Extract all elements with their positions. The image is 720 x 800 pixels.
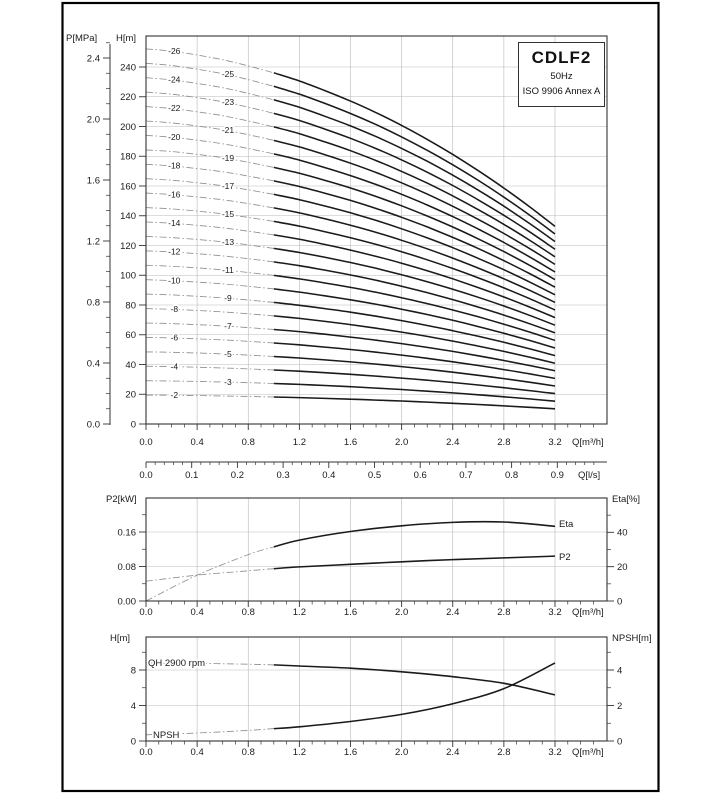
stage-curve-thin-4 xyxy=(146,366,274,370)
stage-curve-2 xyxy=(274,397,555,409)
grid xyxy=(146,637,607,741)
flow-tick-label: 3.2 xyxy=(548,747,562,758)
qh-npsh-chart-frame xyxy=(146,637,607,741)
stage-curve-label-7: -7 xyxy=(224,320,232,331)
lps-tick-label: 0.7 xyxy=(459,470,473,481)
stage-curve-label-19: -19 xyxy=(221,152,235,163)
pressure-tick-label: 0.8 xyxy=(86,297,100,309)
right-tick-label: 0 xyxy=(617,736,623,748)
stage-curve-thin-16 xyxy=(146,193,274,208)
flow-tick-label: 0.4 xyxy=(190,437,204,448)
flow-tick-label: 2.0 xyxy=(395,747,409,758)
test-standard: ISO 9906 Annex A xyxy=(522,86,601,97)
left-axis-title: H[m] xyxy=(110,633,131,644)
stage-curve-label-21: -21 xyxy=(221,124,235,135)
stage-curve-labels xyxy=(168,46,234,400)
flow-tick-label: 1.6 xyxy=(343,747,358,758)
right-tick-label: 4 xyxy=(617,665,623,677)
head-tick-label: 220 xyxy=(120,92,136,104)
flow-tick-label: 1.2 xyxy=(292,747,306,758)
power-efficiency-chart-frame xyxy=(146,498,607,601)
pressure-axis xyxy=(66,33,110,430)
stage-curve-thin-8 xyxy=(146,309,274,316)
flow-axis-title: Q[m³/h] xyxy=(572,747,604,758)
head-tick-label: 40 xyxy=(125,359,136,371)
flow-tick-label: 2.0 xyxy=(395,607,409,618)
lps-axis-title: Q[l/s] xyxy=(578,470,601,481)
stage-curve-thin-17 xyxy=(146,179,274,195)
flow-axis-m3h xyxy=(139,424,603,448)
head-tick-label: 140 xyxy=(120,211,136,223)
stage-curve-thin-6 xyxy=(146,337,274,343)
flow-tick-label: 1.6 xyxy=(343,607,358,618)
pump-model: CDLF2 xyxy=(531,48,592,67)
stage-curve-label-13: -13 xyxy=(221,236,235,247)
title-block xyxy=(518,42,605,107)
left-axis xyxy=(106,494,146,607)
stage-curve-label-20: -20 xyxy=(168,131,181,142)
stage-curve-22 xyxy=(274,127,555,257)
stage-curve-label-17: -17 xyxy=(221,180,235,191)
right-axis-title: NPSH[m] xyxy=(612,633,652,644)
stage-curve-thin-22 xyxy=(146,107,274,127)
stage-curve-label-11: -11 xyxy=(222,264,234,275)
head-tick-label: 100 xyxy=(120,270,136,282)
stage-curve-thin-19 xyxy=(146,150,274,168)
head-axis-title: H[m] xyxy=(116,33,137,44)
stage-curve-label-24: -24 xyxy=(168,74,181,85)
right-axis xyxy=(607,494,640,607)
pressure-tick-label: 0.0 xyxy=(86,419,100,431)
flow-tick-label: 1.6 xyxy=(343,437,358,448)
flow-tick-label: 3.2 xyxy=(548,437,562,448)
stage-curve-19 xyxy=(274,167,555,279)
flow-axis xyxy=(139,601,603,618)
flow-tick-label: 2.0 xyxy=(395,437,409,448)
flow-tick-label: 1.2 xyxy=(292,607,306,618)
flow-axis-lps xyxy=(139,462,607,481)
flow-tick-label: 0.4 xyxy=(190,607,204,618)
stage-curve-thin-5 xyxy=(146,352,274,357)
stage-curve-label-14: -14 xyxy=(168,217,181,228)
flow-tick-label: 2.4 xyxy=(446,437,460,448)
pressure-tick-label: 0.4 xyxy=(86,358,100,370)
stage-curve-label-9: -9 xyxy=(224,292,232,303)
frequency: 50Hz xyxy=(550,71,573,82)
head-axis xyxy=(116,33,146,430)
lps-tick-label: 0.2 xyxy=(230,470,245,481)
stage-curve-label-6: -6 xyxy=(170,332,179,343)
flow-tick-label: 0.8 xyxy=(241,437,255,448)
stage-curve-label-2: -2 xyxy=(170,390,179,401)
qh-curve xyxy=(274,665,555,695)
right-tick-label: 0 xyxy=(617,596,623,608)
left-tick-label: 4 xyxy=(130,700,136,712)
stage-curve-label-16: -16 xyxy=(168,189,181,200)
stage-curve-label-4: -4 xyxy=(170,361,179,372)
head-tick-label: 200 xyxy=(120,121,136,133)
p2-curve-thin xyxy=(146,569,274,582)
pressure-tick-label: 1.6 xyxy=(86,175,100,187)
flow-tick-label: 2.8 xyxy=(497,607,511,618)
stage-curve-thin-2 xyxy=(146,395,274,397)
stage-curve-thin-15 xyxy=(146,208,274,222)
flow-tick-label: 0.8 xyxy=(241,747,255,758)
stage-curve-label-18: -18 xyxy=(168,160,181,171)
lps-tick-label: 0.1 xyxy=(185,470,199,481)
pressure-tick-label: 2.0 xyxy=(86,114,100,126)
stage-curve-thin-9 xyxy=(146,294,274,302)
left-tick-label: 8 xyxy=(130,665,136,677)
flow-axis-title: Q[m³/h] xyxy=(572,607,604,618)
head-tick-label: 60 xyxy=(125,330,136,342)
head-tick-label: 20 xyxy=(125,389,136,401)
flow-tick-label: 1.2 xyxy=(292,437,306,448)
flow-tick-label: 0.4 xyxy=(190,747,204,758)
head-tick-label: 120 xyxy=(120,240,136,252)
p2-curve-label: P2 xyxy=(559,552,571,563)
left-tick-label: 0.00 xyxy=(117,596,136,608)
npsh-curve-label: NPSH xyxy=(153,730,180,741)
left-tick-label: 0.16 xyxy=(117,527,136,539)
grid xyxy=(146,498,607,601)
right-tick-label: 20 xyxy=(617,561,628,573)
stage-curve-thin-21 xyxy=(146,121,274,140)
lps-tick-label: 0.6 xyxy=(413,470,427,481)
p2-curve xyxy=(274,556,555,569)
pressure-tick-label: 2.4 xyxy=(86,53,100,65)
stage-curve-thin-10 xyxy=(146,280,274,289)
right-axis-title: Eta[%] xyxy=(612,494,640,505)
flow-tick-label: 0.0 xyxy=(139,747,153,758)
qh-curve-label: QH 2900 rpm xyxy=(148,658,206,669)
stage-curve-thin-18 xyxy=(146,164,274,181)
flow-tick-label: 2.4 xyxy=(446,607,460,618)
left-axis-title: P2[kW] xyxy=(106,494,137,505)
flow-axis-title: Q[m³/h] xyxy=(572,437,604,448)
flow-tick-label: 2.8 xyxy=(497,437,511,448)
lps-tick-label: 0.4 xyxy=(322,470,336,481)
stage-curve-label-3: -3 xyxy=(224,376,232,387)
stage-curve-label-8: -8 xyxy=(170,304,179,315)
stage-curve-label-26: -26 xyxy=(168,45,181,56)
stage-curve-thin-7 xyxy=(146,320,274,331)
stage-curve-9 xyxy=(274,302,555,355)
right-tick-label: 40 xyxy=(617,527,628,539)
left-tick-label: 0.08 xyxy=(117,561,136,573)
flow-tick-label: 2.8 xyxy=(497,747,511,758)
pressure-axis-title: P[MPa] xyxy=(66,33,98,44)
flow-tick-label: 2.4 xyxy=(446,747,460,758)
stage-curve-label-22: -22 xyxy=(168,103,181,114)
stage-curve-12 xyxy=(274,262,555,333)
stage-curve-thin-14 xyxy=(146,222,274,235)
stage-curve-label-10: -10 xyxy=(168,275,181,286)
stage-curve-thin-3 xyxy=(146,381,274,384)
eta-curve-label: Eta xyxy=(559,519,574,530)
qh-npsh-chart xyxy=(110,633,652,758)
lps-tick-label: 0.8 xyxy=(504,470,519,481)
flow-tick-label: 0.8 xyxy=(241,607,255,618)
lps-tick-label: 0.0 xyxy=(139,470,153,481)
head-tick-label: 180 xyxy=(120,151,136,163)
stage-curve-label-23: -23 xyxy=(221,96,235,107)
stage-curve-label-5: -5 xyxy=(224,348,232,359)
eta-curve xyxy=(274,522,555,547)
stage-curve-thin-11 xyxy=(146,265,274,275)
flow-axis xyxy=(139,741,603,758)
stage-curve-label-25: -25 xyxy=(221,68,235,79)
lps-tick-label: 0.3 xyxy=(276,470,290,481)
left-tick-label: 0 xyxy=(130,736,136,748)
right-tick-label: 2 xyxy=(617,700,623,712)
flow-tick-label: 0.0 xyxy=(139,437,153,448)
stage-curve-23 xyxy=(274,113,555,249)
left-axis xyxy=(110,633,146,747)
lps-tick-label: 0.5 xyxy=(367,470,382,481)
stage-curve-thin-12 xyxy=(146,251,274,262)
stage-curve-thin-13 xyxy=(146,236,274,248)
stage-curve-13 xyxy=(274,248,555,325)
head-tick-label: 80 xyxy=(125,300,136,312)
stage-curve-thin-26 xyxy=(146,49,274,73)
power-efficiency-chart xyxy=(106,494,640,618)
stage-curve-label-12: -12 xyxy=(168,246,181,257)
right-axis xyxy=(607,633,652,747)
head-tick-label: 0 xyxy=(130,419,136,431)
head-tick-label: 160 xyxy=(120,181,136,193)
flow-tick-label: 3.2 xyxy=(548,607,562,618)
stage-curve-label-15: -15 xyxy=(221,208,235,219)
stage-curve-6 xyxy=(274,343,555,378)
lps-tick-label: 0.9 xyxy=(550,470,564,481)
pressure-tick-label: 1.2 xyxy=(86,236,100,248)
head-tick-label: 240 xyxy=(120,62,136,74)
flow-tick-label: 0.0 xyxy=(139,607,153,618)
